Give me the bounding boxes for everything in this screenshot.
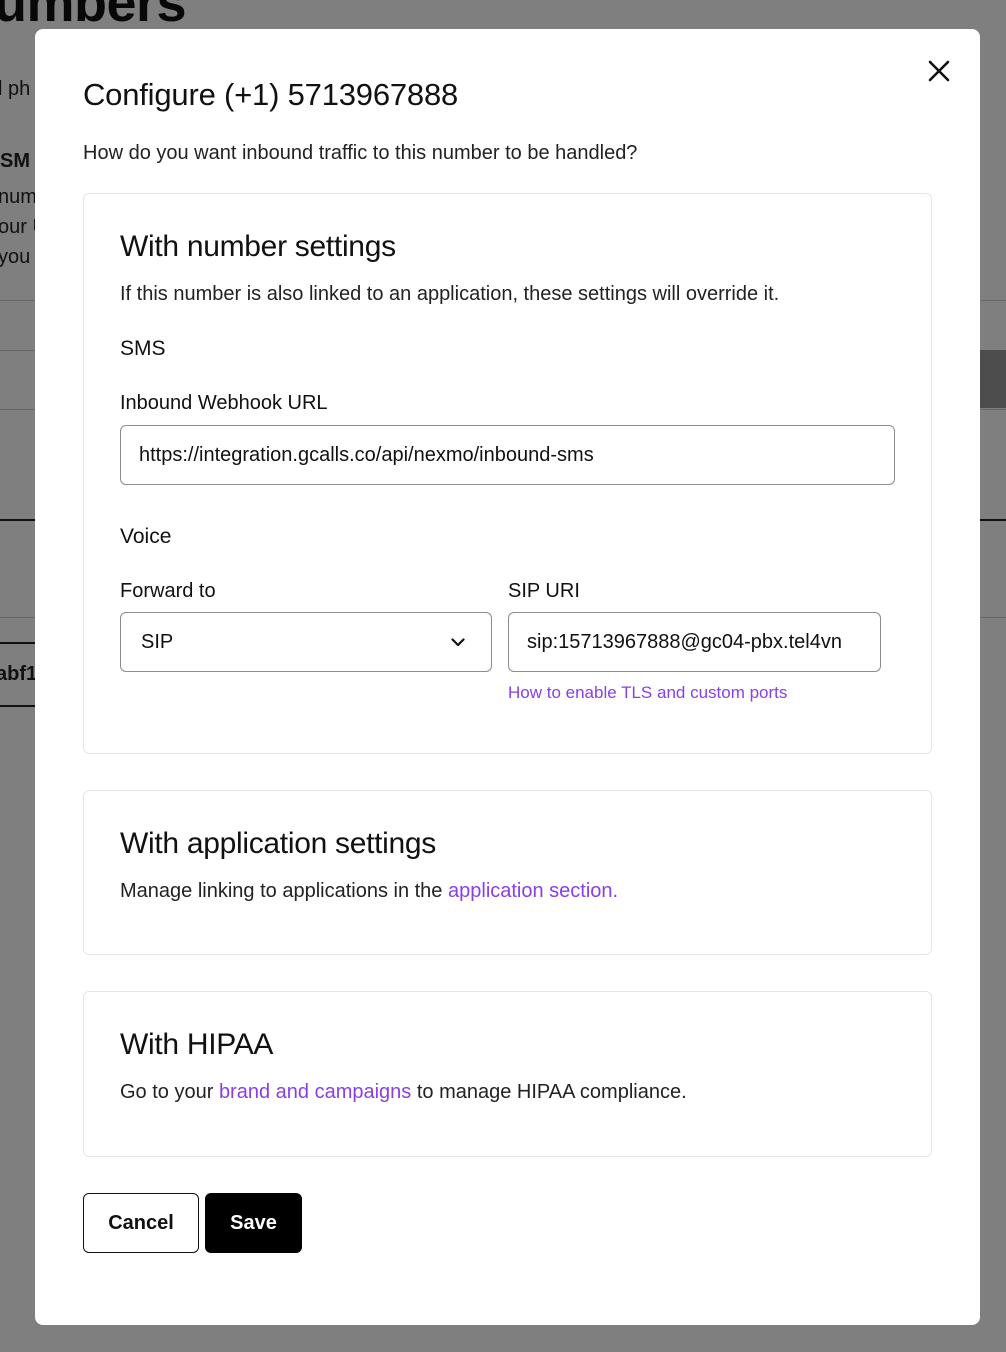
- modal-subtitle: How do you want inbound traffic to this number to be handled?: [83, 142, 638, 164]
- hipaa-text: [120, 1081, 687, 1104]
- hipaa-card: [83, 991, 932, 1157]
- sms-section-label: SMS: [120, 337, 166, 360]
- application-settings-card: [83, 790, 932, 955]
- hipaa-heading: With HIPAA: [120, 1028, 274, 1061]
- modal-title: Configure (+1) 5713967888: [83, 77, 459, 112]
- application-settings-heading: With application settings: [120, 827, 436, 860]
- number-settings-card: [83, 193, 932, 754]
- sip-uri-label: SIP URI: [508, 580, 580, 602]
- cancel-button[interactable]: Cancel: [83, 1193, 199, 1253]
- application-settings-text: [120, 880, 618, 903]
- forward-to-label: Forward to: [120, 580, 216, 602]
- chevron-down-icon: [451, 638, 465, 647]
- application-settings-prefix: Manage linking to applications in the: [120, 880, 448, 902]
- number-settings-heading: With number settings: [120, 230, 396, 263]
- configure-number-modal: [35, 29, 980, 1325]
- application-section-link[interactable]: application section.: [448, 880, 619, 902]
- close-button[interactable]: [924, 56, 954, 86]
- forward-to-select[interactable]: [120, 612, 492, 672]
- save-button[interactable]: Save: [205, 1193, 302, 1253]
- sip-uri-value: sip:15713967888@gc04-pbx.tel4vn: [527, 630, 842, 653]
- tls-help-link[interactable]: How to enable TLS and custom ports: [508, 683, 788, 702]
- hipaa-prefix: Go to your: [120, 1081, 219, 1103]
- sip-uri-input[interactable]: [508, 612, 881, 672]
- inbound-webhook-input[interactable]: [120, 425, 895, 485]
- close-icon: [928, 60, 950, 82]
- forward-to-value: SIP: [141, 630, 174, 653]
- brand-and-campaigns-link[interactable]: brand and campaigns: [218, 1081, 412, 1103]
- inbound-webhook-value: https://integration.gcalls.co/api/nexmo/inbound-sms: [139, 443, 594, 466]
- inbound-webhook-label: Inbound Webhook URL: [120, 392, 328, 414]
- hipaa-suffix: to manage HIPAA compliance.: [411, 1081, 687, 1103]
- voice-section-label: Voice: [120, 525, 172, 548]
- number-settings-description: If this number is also linked to an application, these settings will override it.: [120, 283, 780, 305]
